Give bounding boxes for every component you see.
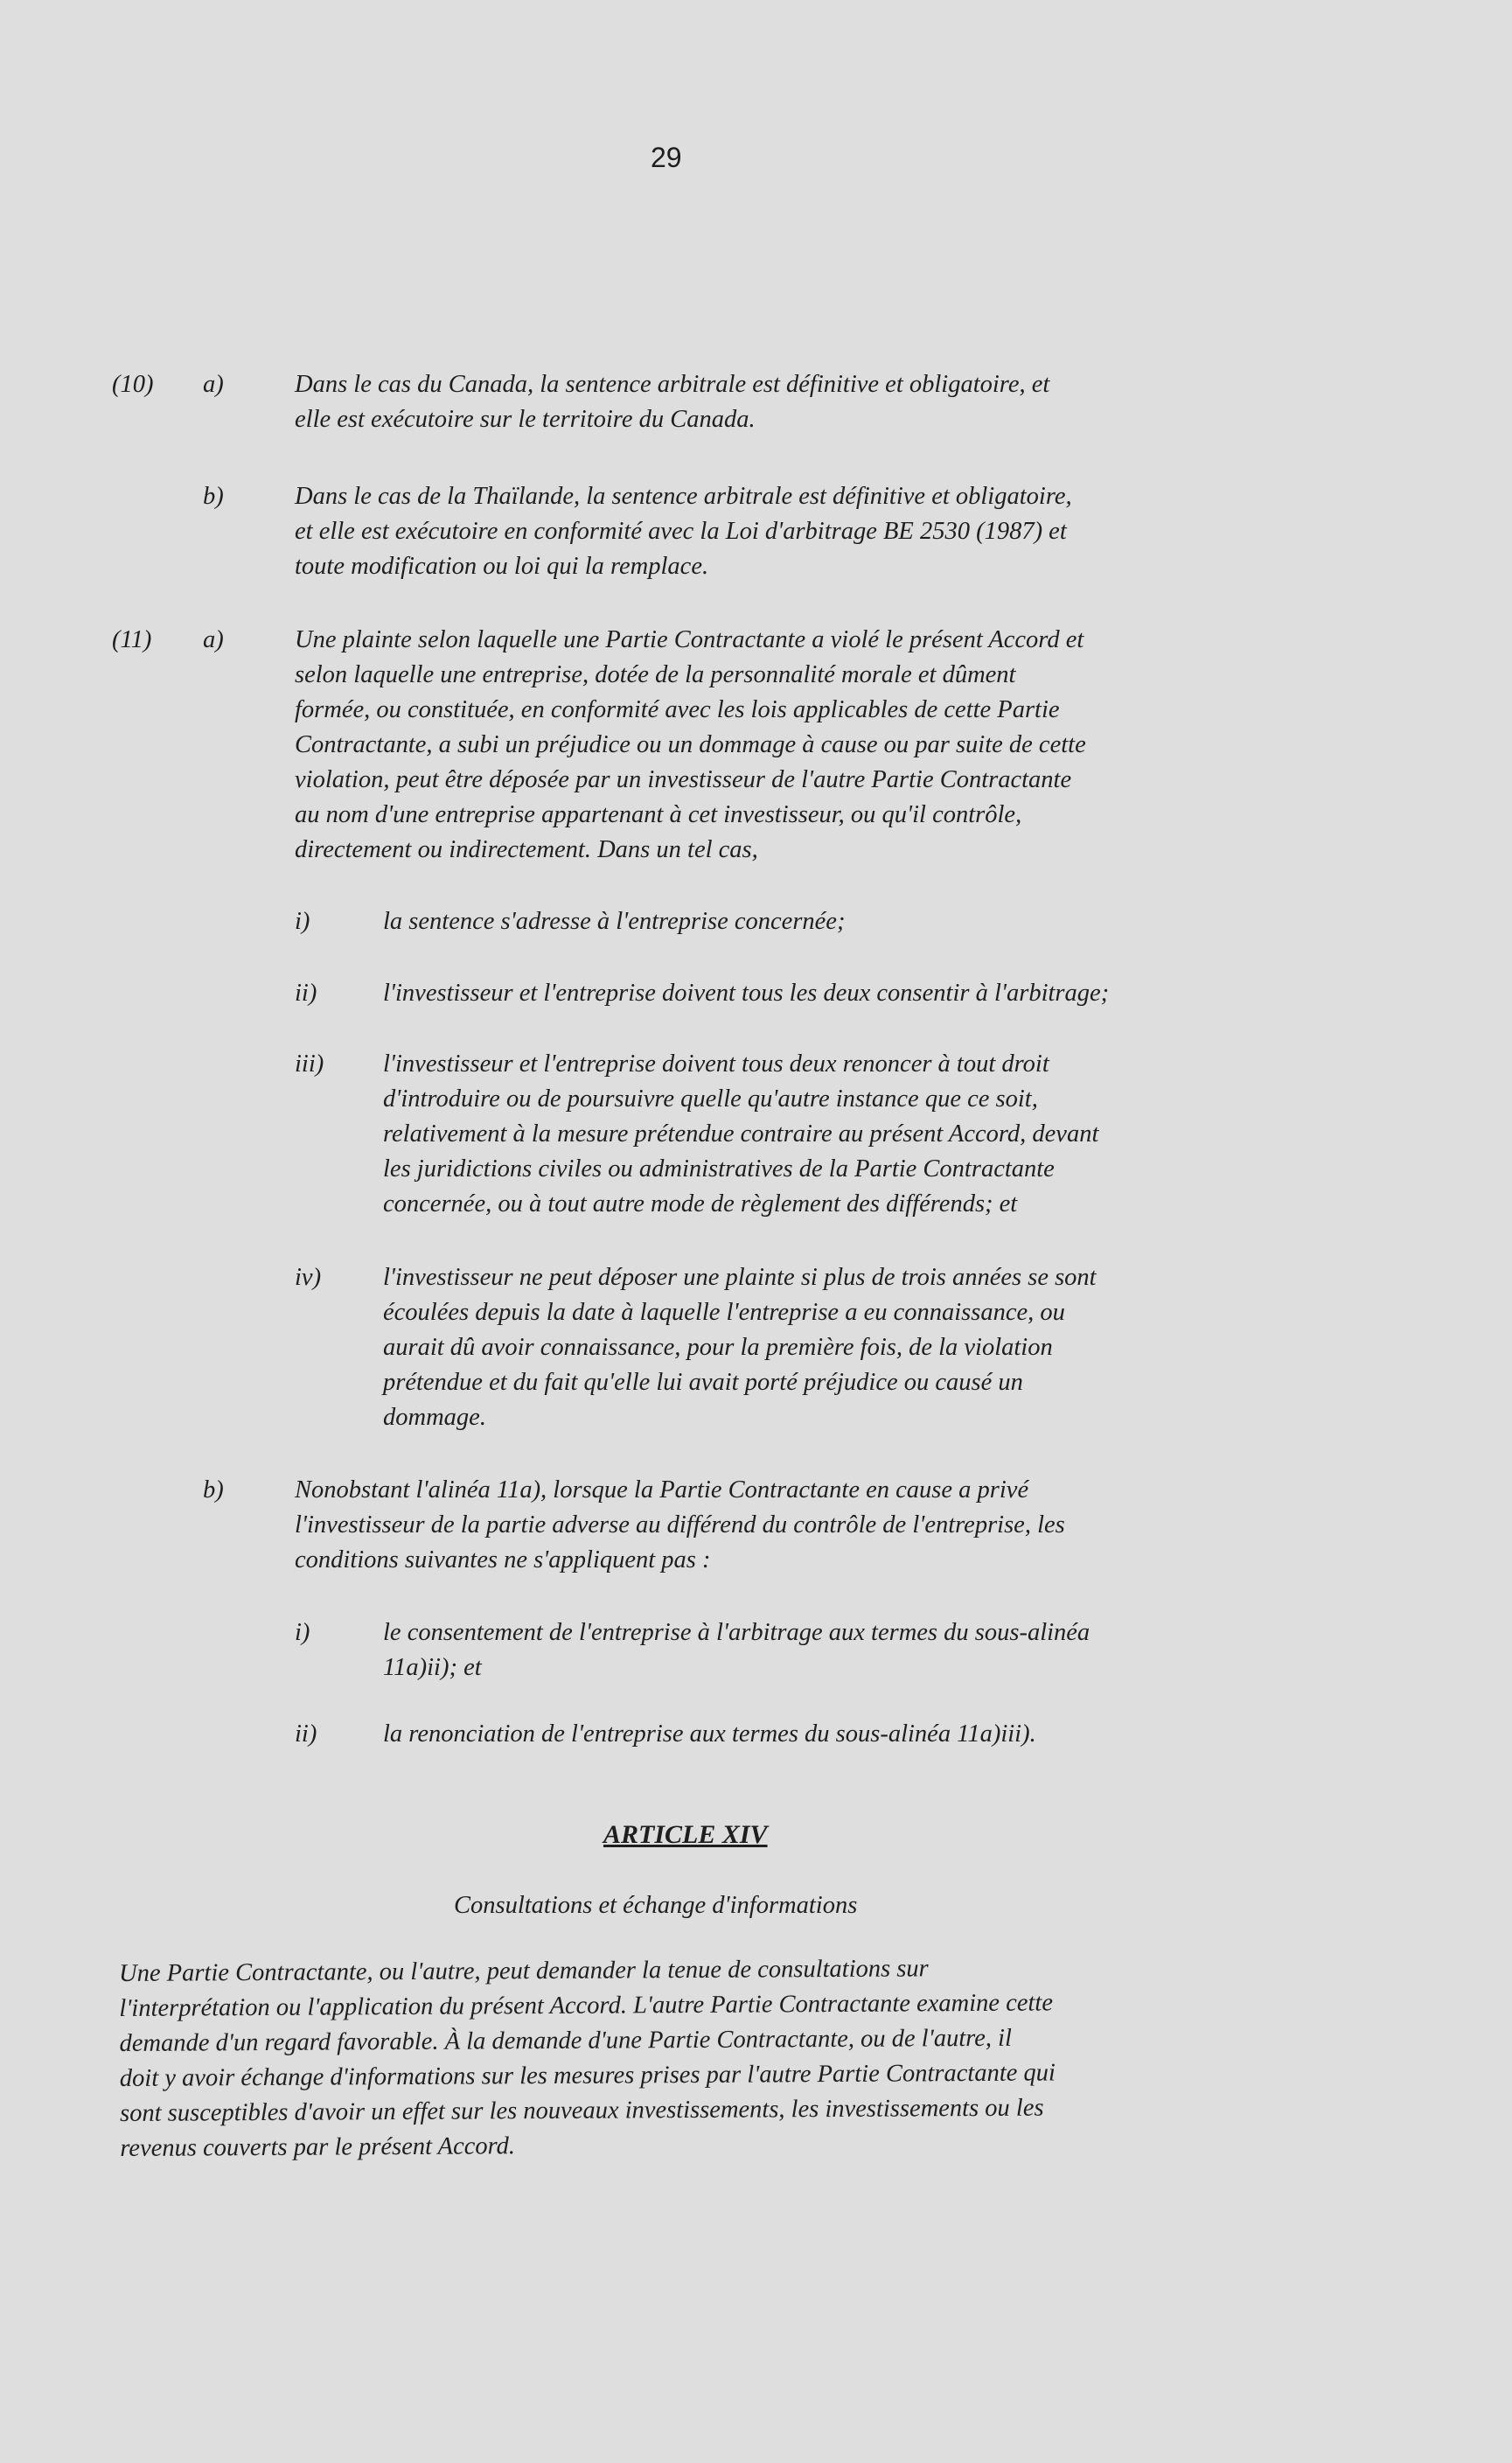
text-line: la renonciation de l'entreprise aux termes du sous-alinéa 11a)iii). — [383, 1720, 1036, 1748]
para-11a-i-number: i) — [295, 908, 310, 935]
text-line: dommage. — [383, 1404, 486, 1431]
para-11a-letter: a) — [203, 626, 224, 653]
para-11b-i-text — [383, 1615, 1090, 1685]
article-subtitle: Consultations et échange d'informations — [454, 1892, 858, 1919]
para-11b-text — [295, 1473, 1065, 1578]
text-line: selon laquelle une entreprise, dotée de la personnalité morale et dûment — [295, 661, 1016, 688]
article-paragraph — [119, 1949, 1344, 2166]
text-line: Dans le cas du Canada, la sentence arbitrale est définitive et obligatoire, et — [295, 371, 1050, 398]
text-line: au nom d'une entreprise appartenant à cet investisseur, ou qu'il contrôle, — [295, 801, 1022, 828]
para-11-number: (11) — [112, 626, 152, 653]
para-11b-letter: b) — [203, 1476, 224, 1504]
para-11b-ii-number: ii) — [295, 1720, 317, 1748]
text-line: Une plainte selon laquelle une Partie Contractante a violé le présent Accord et — [295, 626, 1084, 653]
para-10b-letter: b) — [203, 483, 224, 510]
text-line: les juridictions civiles ou administratives de la Partie Contractante — [383, 1155, 1055, 1183]
text-line: la sentence s'adresse à l'entreprise concernée; — [383, 908, 846, 935]
text-line: conditions suivantes ne s'appliquent pas : — [295, 1546, 711, 1573]
text-line: formée, ou constituée, en conformité avec les lois applicables de cette Partie — [295, 696, 1060, 723]
text-line: Nonobstant l'alinéa 11a), lorsque la Partie Contractante en cause a privé — [295, 1476, 1029, 1504]
text-line: le consentement de l'entreprise à l'arbitrage aux termes du sous-alinéa — [383, 1619, 1090, 1646]
text-line: directement ou indirectement. Dans un tel cas, — [295, 836, 758, 863]
text-line: Dans le cas de la Thaïlande, la sentence arbitrale est définitive et obligatoire, — [295, 483, 1072, 510]
text-line: demande d'un regard favorable. À la demande d'une Partie Contractante, ou de l'autre, il — [119, 2024, 1013, 2057]
text-line: l'interprétation ou l'application du présent Accord. L'autre Partie Contractante examine cette — [119, 1989, 1054, 2022]
para-11b-i-number: i) — [295, 1619, 310, 1646]
para-10a-letter: a) — [203, 371, 224, 398]
text-line: Contractante, a subi un préjudice ou un dommage à cause ou par suite de cette — [295, 731, 1086, 758]
text-line: doit y avoir échange d'informations sur les mesures prises par l'autre Partie Contractante qui — [119, 2059, 1056, 2092]
text-line: revenus couverts par le présent Accord. — [120, 2132, 516, 2162]
para-11a-iv-number: iv) — [295, 1264, 322, 1291]
para-11a-ii-number: ii) — [295, 980, 317, 1007]
text-line: Une Partie Contractante, ou l'autre, peut demander la tenue de consultations sur — [119, 1955, 929, 1987]
para-10-number: (10) — [112, 371, 154, 398]
text-line: prétendue et du fait qu'elle lui avait porté préjudice ou causé un — [383, 1369, 1023, 1396]
para-11a-iii-number: iii) — [295, 1050, 324, 1078]
text-line: écoulées depuis la date à laquelle l'entreprise a eu connaissance, ou — [383, 1299, 1065, 1326]
para-11a-iii-text — [383, 1047, 1098, 1222]
text-line: relativement à la mesure prétendue contraire au présent Accord, devant — [383, 1120, 1099, 1148]
text-line: elle est exécutoire sur le territoire du Canada. — [295, 406, 756, 433]
para-11a-ii-text — [383, 976, 1109, 1011]
text-line: et elle est exécutoire en conformité avec la Loi d'arbitrage BE 2530 (1987) et — [295, 518, 1067, 545]
text-line: d'introduire ou de poursuivre quelle qu'autre instance que ce soit, — [383, 1085, 1038, 1113]
text-line: concernée, ou à tout autre mode de règlement des différends; et — [383, 1190, 1018, 1218]
text-line: l'investisseur et l'entreprise doivent tous les deux consentir à l'arbitrage; — [383, 980, 1110, 1007]
text-line: 11a)ii); et — [383, 1654, 482, 1681]
text-line: l'investisseur ne peut déposer une plainte si plus de trois années se sont — [383, 1264, 1097, 1291]
text-line: l'investisseur de la partie adverse au différend du contrôle de l'entreprise, les — [295, 1511, 1065, 1539]
para-11a-iv-text — [383, 1260, 1097, 1435]
para-10a-text — [295, 367, 1049, 437]
para-10b-text — [295, 479, 1072, 584]
text-line: l'investisseur et l'entreprise doivent tous deux renoncer à tout droit — [383, 1050, 1049, 1078]
article-title: ARTICLE XIV — [603, 1820, 768, 1849]
text-line: aurait dû avoir connaissance, pour la première fois, de la violation — [383, 1334, 1053, 1361]
text-line: sont susceptibles d'avoir un effet sur les nouveaux investissements, les investissements ou les — [120, 2094, 1044, 2127]
para-11a-i-text — [383, 904, 845, 939]
para-11a-text — [295, 623, 1086, 868]
para-11b-ii-text — [383, 1717, 1036, 1752]
text-line: toute modification ou loi qui la remplace. — [295, 553, 709, 580]
page-number: 29 — [651, 142, 682, 173]
text-line: violation, peut être déposée par un investisseur de l'autre Partie Contractante — [295, 766, 1072, 793]
